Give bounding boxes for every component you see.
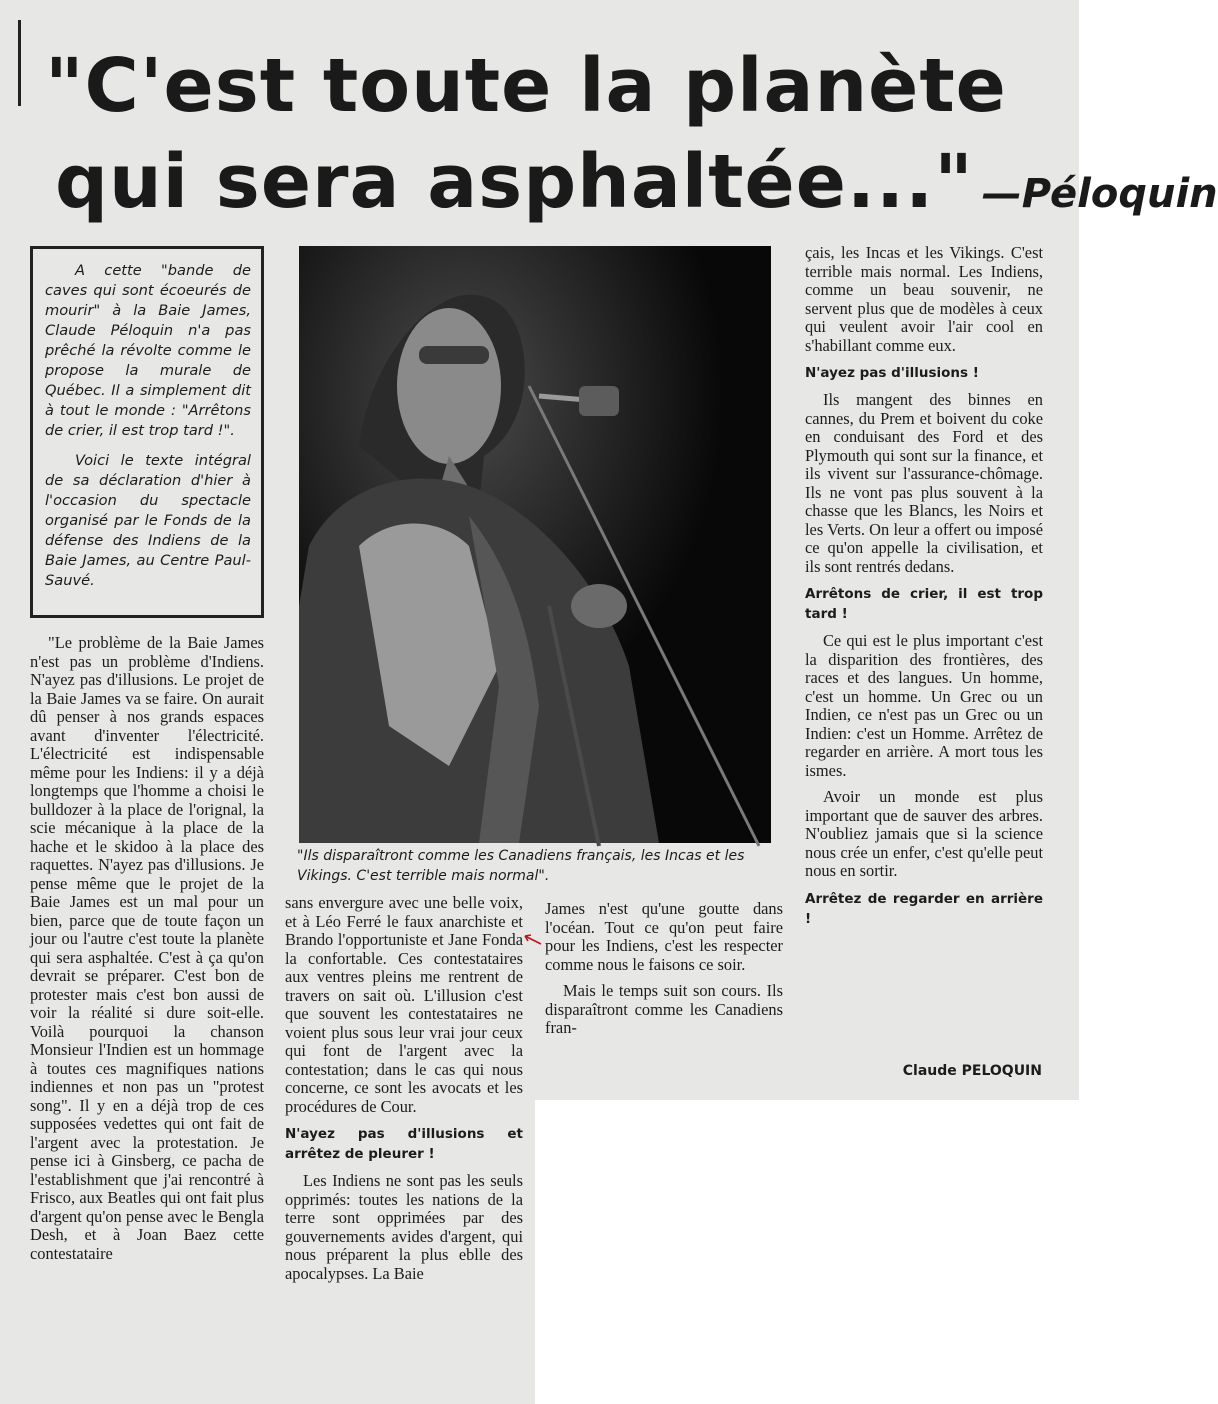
column-4-subhead-2: Arrêtons de crier, il est trop tard ! [805,586,1043,622]
intro-paragraph-2: Voici le texte intégral de sa déclaration d'hier à l'occasion du spectacle organisé par le Fonds de la défense des Indiens de la Baie James, au Centre Paul-Sauvé. [45,452,251,589]
column-4-paragraph-4: Avoir un monde est plus important que de sauver des arbres. N'oubliez jamais que si la science nous crée un enfer, c'est qu'elle peut nous en sortir. [805,787,1043,880]
headline-attribution: —Péloquin [981,171,1218,217]
column-4-paragraph-3: Ce qui est le plus important c'est la disparition des frontières, des races et des langues. Un homme, c'est un homme. Un Grec ou un Indien, ce n'est pas un Grec ou un Indien: c'est un Homme. Arrêtez de regarder en arrière. A mort tous les ismes. [805,631,1043,780]
column-4 [805,244,1043,937]
headline-line-2 [55,134,1218,242]
column-4-paragraph-1: çais, les Incas et les Vikings. C'est terrible mais normal. Les Indiens, comme un beau souvenir, ne servent plus que de modèles à ceux qui veulent avoir l'air cool en s'habillant comme eux. [805,243,1043,355]
column-2 [285,894,523,1291]
column-4-paragraph-2: Ils mangent des binnes en cannes, du Prem et boivent du coke en conduisant des Ford et des Plymouth qui sont sur la finance, et ils vivent sur l'assurance-chômage. Ils ne vont pas plus souvent à la chasse que les Blancs, les Noirs et les Verts. On leur a offert ou imposé ce qu'on appelle la civilisation, et ils sont rentrés dedans. [805,390,1043,576]
column-4-subhead-3: Arrêtez de regarder en arrière ! [805,890,1043,927]
column-1 [30,634,264,1271]
column-3-paragraph-2: Mais le temps suit son cours. Ils disparaîtront comme les Canadiens fran- [545,981,783,1037]
photo-caption: "Ils disparaîtront comme les Canadiens français, les Incas et les Vikings. C'est terrible mais normal". [297,848,745,884]
headline-line-2-text: qui sera asphaltée..." [55,139,974,225]
author-signature: Claude PELOQUIN [902,1063,1042,1079]
red-pen-arrow-icon [521,932,543,946]
column-2-subhead: N'ayez pas d'illusions et arrêtez de pleurer ! [285,1126,523,1162]
column-1-paragraph: "Le problème de la Baie James n'est pas un problème d'Indiens. N'ayez pas d'illusions. Le projet de la Baie James va se faire. On aurait dû penser à nos grands espaces avant d'inventer l'électricité. L'électricité est indispensable même pour les Indiens: il y a déjà longtemps que l'homme a choisi le bulldozer à la place de l'orignal, la scie mécanique à la place de la hache et le skidoo à la place des raquettes. N'ayez pas d'illusions. Je pense même que le projet de la Baie James est un mal pour un bien, parce que de toute façon un jour ou l'autre c'est toute la planète qui sera asphaltée. C'est à ça qu'on devrait se préparer. C'est bon de protester mais c'est bon aussi de voir la réalité si dure soit-elle. Voilà pourquoi la chanson Monsieur l'Indien est un hommage à toutes ces magnifiques nations indiennes et non pas un "protest song". Il y en a déjà trop de ces supposées vedettes qui ont fait de l'argent avec la protestation. Je pense ici à Ginsberg, ce pacha de l'establishment que j'ai rencontré à Frisco, aux Beatles qui ont fait plus d'argent qu'on pense avec le Bengla Desh, et à Joan Baez cette contestataire [30,633,264,1263]
concert-photo [299,246,771,843]
column-2-paragraph-1: sans envergure avec une belle voix, et à Léo Ferré le faux anarchiste et Brando l'opportuniste et Jane Fonda la confortable. Ces contestataires aux ventres pleins me rentrent de travers on sait où. L'illusion c'est que souvent les contestataires ne voient plus sous leur vrai jour ceux qui font de l'argent avec la contestation; dans le cas qui nous concerne, ce sont les avocats et les procédures de Cour. [285,893,523,1116]
headline [45,38,1218,242]
headline-line-1: "C'est toute la planète [45,43,1007,129]
performer-photo-icon [299,246,771,843]
margin-rule [18,20,21,106]
intro-paragraph-1: A cette "bande de caves qui sont écoeurés de mourir" à la Baie James, Claude Péloquin n'a pas prêché la révolte comme le propose la murale de Québec. Il a simplement dit à tout le monde : "Arrêtons de crier, il est trop tard !". [45,262,251,439]
column-3 [545,900,783,1046]
column-4-subhead-1: N'ayez pas d'illusions ! [805,365,979,381]
intro-box [30,246,264,618]
column-3-paragraph-1: James n'est qu'une goutte dans l'océan. Tout ce qu'on peut faire pour les Indiens, c'est les respecter comme nous le faisons ce soir. [545,899,783,974]
column-2-paragraph-2: Les Indiens ne sont pas les seuls opprimés: toutes les nations de la terre sont opprimées par des gouvernements avides d'argent, qui nous préparent la plus eblle des apocalypses. La Baie [285,1171,523,1283]
